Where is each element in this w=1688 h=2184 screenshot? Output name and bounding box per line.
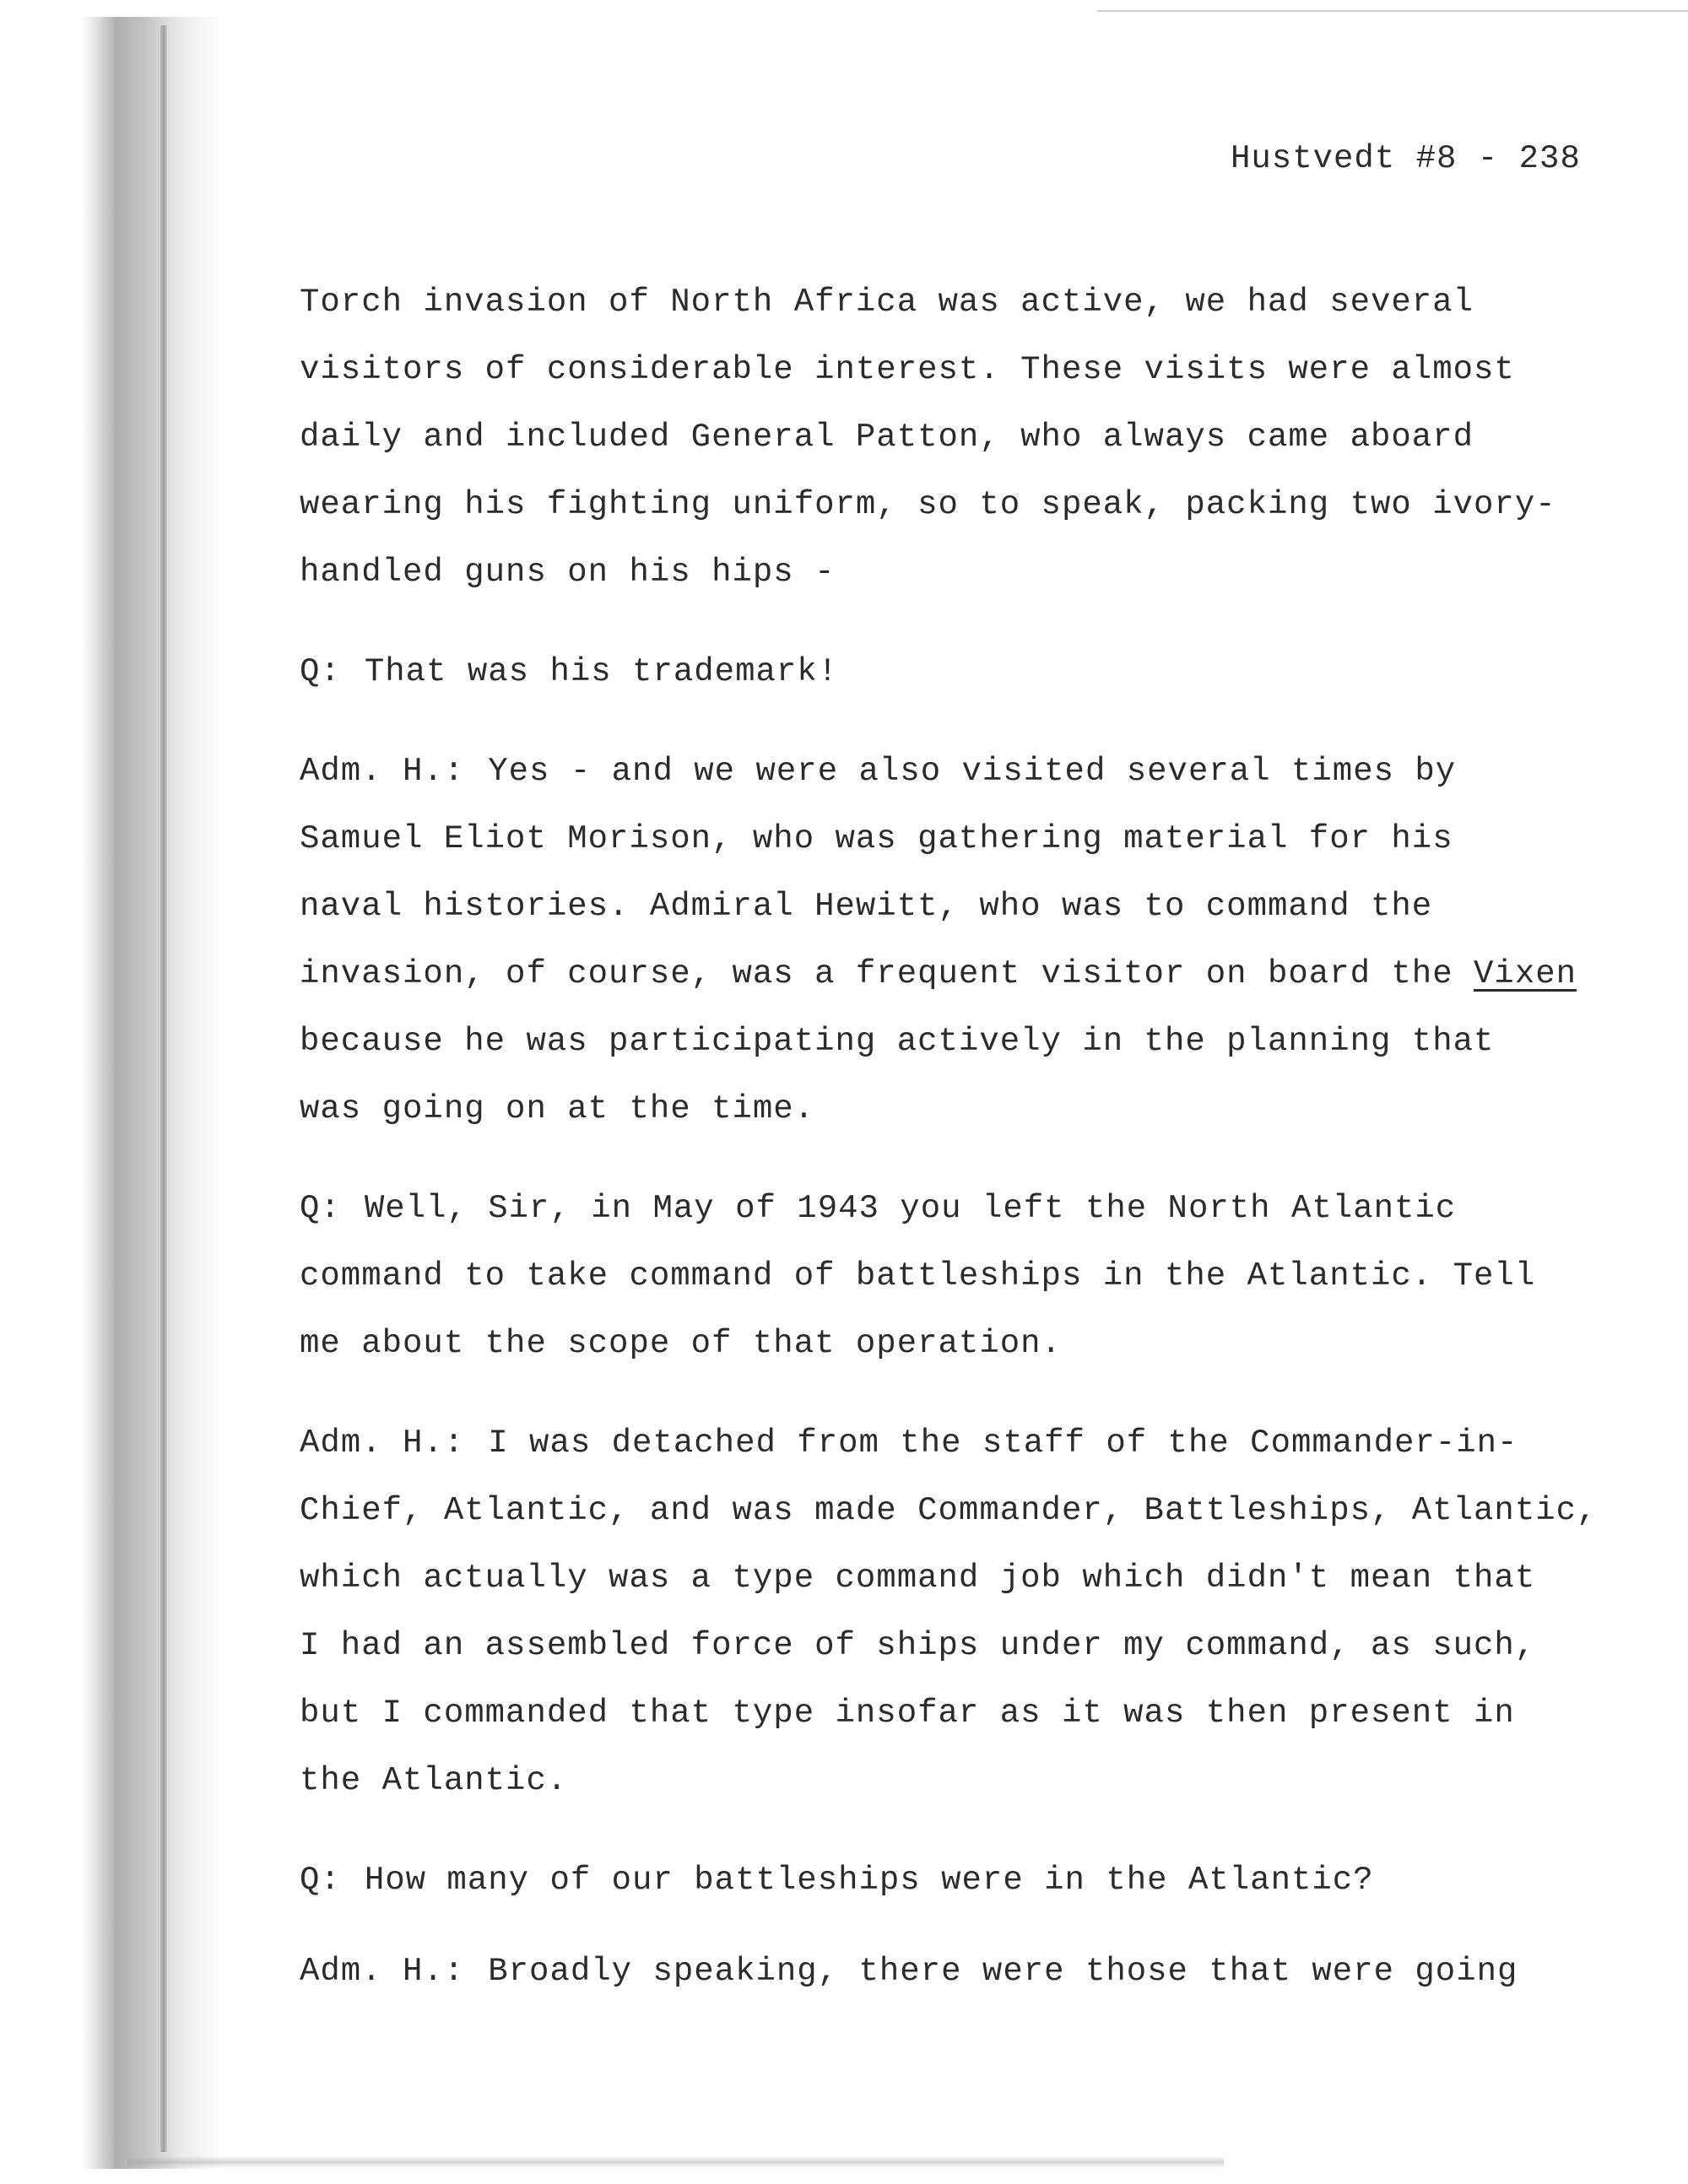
speaker-label: Q: (300, 653, 341, 690)
text-line: me about the scope of that operation. (300, 1325, 1062, 1362)
text-line: because he was participating actively in the planning that (300, 1023, 1495, 1060)
text-line: the Atlantic. (300, 1762, 568, 1799)
bottom-edge-shadow (127, 2156, 1224, 2168)
text-line: which actually was a type command job which didn't mean that (300, 1560, 1536, 1597)
ship-name-underlined: Vixen (1474, 955, 1577, 992)
speaker-label: Q: (300, 1190, 341, 1227)
text-line (300, 1846, 1616, 1914)
line-text: Yes - and we were also visited several times by (488, 753, 1457, 790)
speaker-label: Adm. H.: (300, 1424, 465, 1462)
page-header: Hustvedt #8 - 238 (1231, 140, 1581, 177)
text-line: wearing his fighting uniform, so to speak, packing two ivory- (300, 486, 1556, 523)
text-line: handled guns on his hips - (300, 554, 836, 591)
text-line: command to take command of battleships in the Atlantic. Tell (300, 1257, 1536, 1295)
text-line: visitors of considerable interest. These visits were almost (300, 351, 1515, 388)
text-line: Samuel Eliot Morison, who was gathering material for his (300, 820, 1453, 857)
paragraph-answer (300, 1409, 1616, 1814)
paragraph-question (300, 1175, 1616, 1377)
paragraph-answer (300, 1938, 1616, 2005)
line-text: I was detached from the staff of the Commander-in- (488, 1424, 1518, 1462)
text-line: daily and included General Patton, who always came aboard (300, 419, 1474, 456)
speaker-label: Adm. H.: (300, 1953, 465, 1990)
text-line: naval histories. Admiral Hewitt, who was to command the (300, 888, 1433, 925)
text-line (300, 940, 1616, 1008)
top-edge-rule (1097, 10, 1688, 12)
line-text: How many of our battleships were in the Atlantic? (364, 1862, 1374, 1899)
paragraph-answer (300, 738, 1616, 1143)
text-line (300, 1409, 1616, 1477)
line-text: invasion, of course, was a frequent visitor on board the (300, 955, 1474, 992)
text-line: was going on at the time. (300, 1090, 815, 1127)
text-line: Chief, Atlantic, and was made Commander, Battleships, Atlantic, (300, 1492, 1598, 1529)
speaker-label: Q: (300, 1862, 341, 1899)
binding-shadow (80, 17, 224, 2169)
binding-crease (160, 25, 167, 2152)
line-text: Well, Sir, in May of 1943 you left the North Atlantic (364, 1190, 1457, 1227)
text-line (300, 638, 1616, 705)
paragraph-question (300, 638, 1616, 705)
text-line: I had an assembled force of ships under my command, as such, (300, 1627, 1536, 1664)
text-line: Torch invasion of North Africa was active, we had several (300, 284, 1474, 321)
text-line (300, 1938, 1616, 2005)
transcript-body (300, 268, 1616, 2037)
text-line (300, 738, 1616, 805)
line-text: That was his trademark! (364, 653, 839, 690)
line-text: Broadly speaking, there were those that were going (488, 1953, 1518, 1990)
text-line (300, 1175, 1616, 1242)
speaker-label: Adm. H.: (300, 753, 465, 790)
paragraph-question (300, 1846, 1616, 1914)
text-line: but I commanded that type insofar as it was then present in (300, 1695, 1515, 1732)
paragraph-continuation (300, 268, 1616, 606)
